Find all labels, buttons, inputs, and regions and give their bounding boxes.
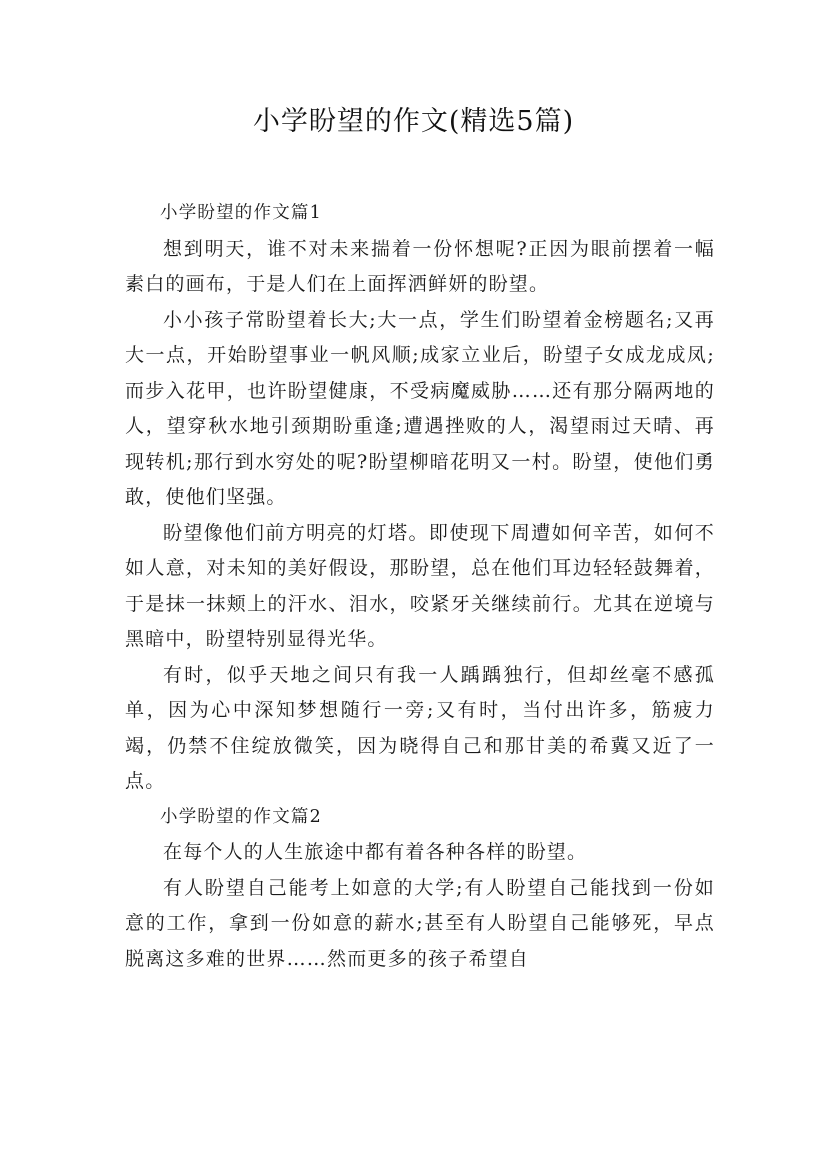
document-title: 小学盼望的作文(精选5篇) (252, 106, 575, 137)
paragraph: 在每个人的人生旅途中都有着各种各样的盼望。 (163, 841, 588, 863)
paragraph: 小小孩子常盼望着长大;大一点，学生们盼望着金榜题名;又再大一点，开始盼望事业一帆风顺;成家立业后，盼望子女成龙成凤;而步入花甲，也许盼望健康，不受病魔威胁……还有那分隔两地的人，望穿秋水地引颈期盼重逢;遭遇挫败的人，渴望雨过天晴、再现转机;那行到水穷处的呢?盼望柳暗花明又一村。盼望，使他们勇敢，使他们坚强。 (125, 308, 715, 508)
paragraph: 有时，似乎天地之间只有我一人踽踽独行，但却丝毫不感孤单，因为心中深知梦想随行一旁;又有时，当付出许多，筋疲力竭，仍禁不住绽放微笑，因为晓得自己和那甘美的希冀又近了一点。 (125, 663, 715, 792)
paragraph: 有人盼望自己能考上如意的大学;有人盼望自己能找到一份如意的工作，拿到一份如意的薪水;甚至有人盼望自己能够死，早点脱离这多难的世界……然而更多的孩子希望自 (125, 876, 715, 970)
paragraph: 想到明天，谁不对未来揣着一份怀想呢?正因为眼前摆着一幅素白的画布，于是人们在上面挥洒鲜妍的盼望。 (125, 237, 715, 295)
section-heading-1: 小学盼望的作文篇1 (160, 203, 322, 223)
paragraph: 盼望像他们前方明亮的灯塔。即使现下周遭如何辛苦，如何不如人意，对未知的美好假设，那盼望，总在他们耳边轻轻鼓舞着，于是抹一抹颊上的汗水、泪水，咬紧牙关继续前行。尤其在逆境与黑暗中，盼望特别显得光华。 (125, 521, 715, 650)
section-heading-2: 小学盼望的作文篇2 (160, 806, 322, 827)
document-body (125, 196, 715, 977)
